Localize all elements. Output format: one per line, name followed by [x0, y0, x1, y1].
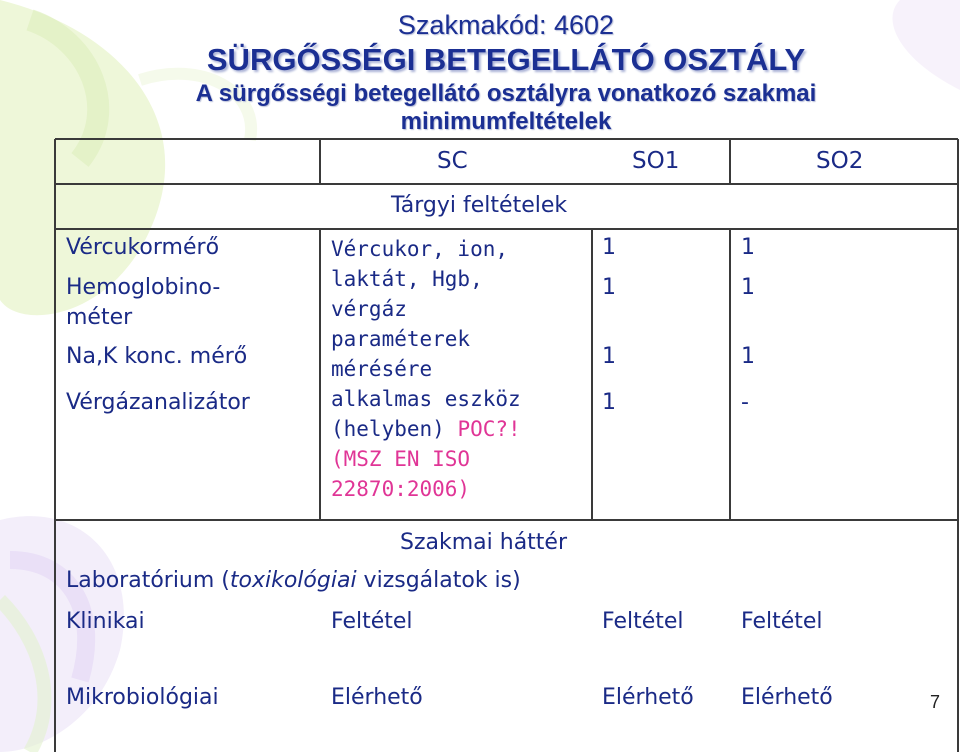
device-hemoglobinometer-line2: méter	[66, 305, 133, 330]
description-standard: (MSZ EN ISO	[331, 447, 471, 471]
poc-highlight: POC?!	[457, 417, 521, 441]
laboratory-label	[66, 569, 521, 593]
so1-value: 1	[602, 390, 616, 415]
row-clinical-sc: Feltétel	[331, 609, 413, 634]
description-line: alkalmas eszköz	[331, 387, 521, 411]
so2-value: 1	[741, 275, 755, 300]
specialty-code: Szakmakód: 4602	[397, 10, 615, 40]
subtitle-line-2: minimumfeltételek	[400, 108, 612, 135]
device-blood-glucose-meter: Vércukormérő	[66, 235, 220, 260]
section-professional-background: Szakmai háttér	[400, 530, 568, 555]
subtitle-line-1: A sürgősségi betegellátó osztályra vonatkozó szakmai	[195, 80, 817, 107]
description-line: mérésére	[331, 357, 433, 381]
laboratory-label-text: Laboratórium (	[66, 568, 230, 593]
row-microbiology-sc: Elérhető	[331, 685, 423, 710]
so2-value: 1	[741, 344, 755, 369]
device-hemoglobinometer-line1: Hemoglobino-	[66, 275, 221, 300]
row-clinical-so2: Feltétel	[741, 609, 823, 634]
column-header-so2: SO2	[816, 148, 864, 174]
so1-value: 1	[602, 275, 616, 300]
laboratory-label-rest: vizsgálatok is)	[356, 568, 521, 593]
section-material-conditions: Tárgyi feltételek	[391, 193, 568, 218]
column-header-sc: SC	[437, 148, 468, 174]
description-standard: 22870:2006)	[331, 477, 471, 501]
device-requirement-description	[331, 234, 521, 504]
row-microbiology-so1: Elérhető	[602, 685, 694, 710]
toxicology-italic: toxikológiai	[229, 568, 357, 593]
so2-value: -	[741, 390, 749, 415]
description-line: Vércukor, ion,	[331, 237, 509, 261]
description-line: laktát, Hgb,	[331, 267, 483, 291]
so2-value: 1	[741, 235, 755, 260]
so1-value: 1	[602, 235, 616, 260]
description-onsite: (helyben)	[331, 417, 458, 441]
row-microbiology-so2: Elérhető	[741, 685, 833, 710]
row-microbiology-label: Mikrobiológiai	[66, 685, 219, 710]
page-title: SÜRGŐSSÉGI BETEGELLÁTÓ OSZTÁLY	[206, 42, 806, 77]
row-clinical-label: Klinikai	[66, 609, 145, 634]
row-clinical-so1: Feltétel	[602, 609, 684, 634]
device-blood-gas-analyzer: Vérgázanalizátor	[66, 390, 250, 415]
device-na-k-meter: Na,K konc. mérő	[66, 344, 248, 369]
column-header-so1: SO1	[632, 148, 680, 174]
so1-value: 1	[602, 344, 616, 369]
description-line: paraméterek	[331, 327, 471, 351]
description-line	[331, 414, 521, 444]
page-number: 7	[930, 692, 941, 712]
description-line: vérgáz	[331, 297, 407, 321]
